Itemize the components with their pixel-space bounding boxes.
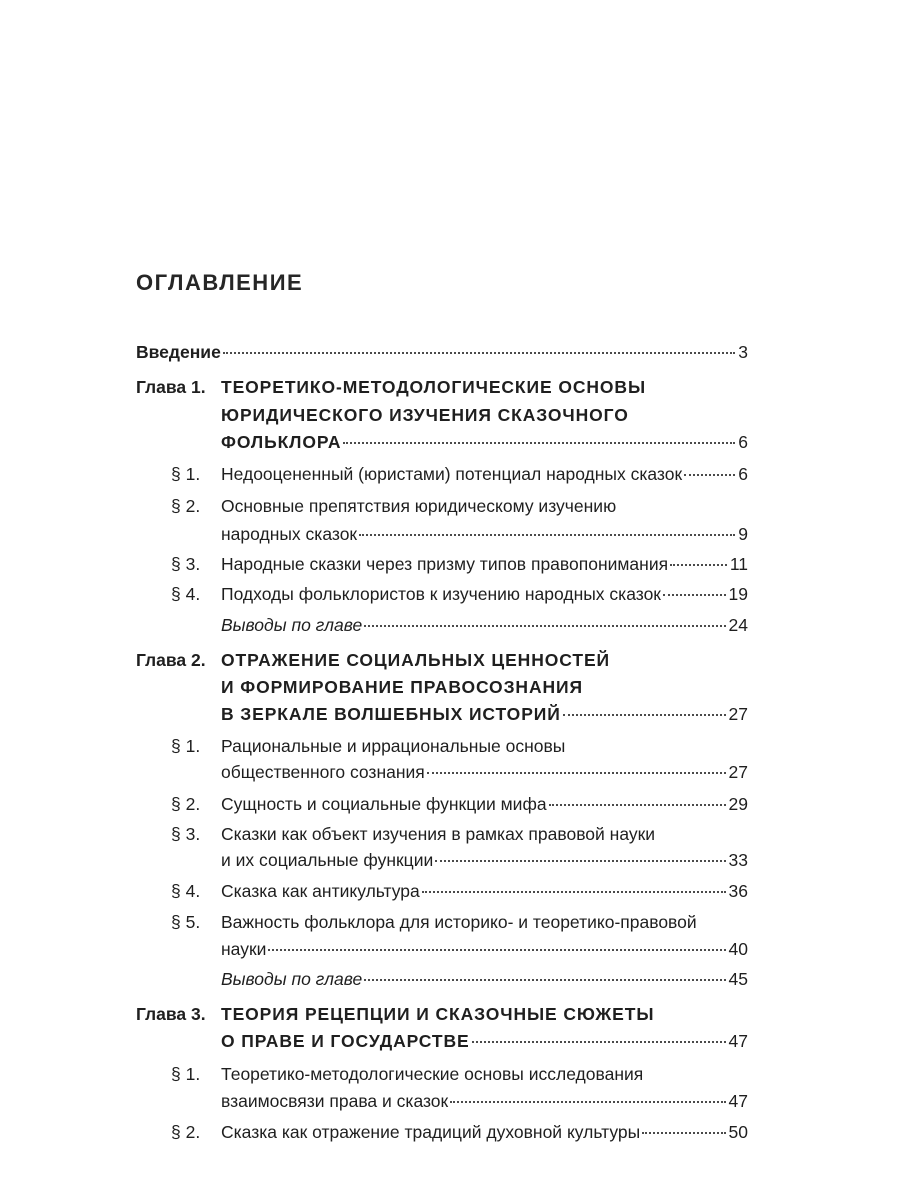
toc-entry-text: Недооцененный (юристами) потенциал народных сказок [221, 464, 683, 484]
toc-entry-conclusion[interactable] [221, 611, 748, 639]
dot-leader [435, 859, 725, 862]
toc-entry-text: науки [221, 939, 267, 959]
chapter-title-line: В ЗЕРКАЛЕ ВОЛШЕБНЫХ ИСТОРИЙ [221, 704, 561, 724]
toc-page-number: 45 [728, 969, 748, 989]
toc-title: ОГЛАВЛЕНИЕ [136, 270, 304, 295]
toc-entry-section[interactable] [221, 935, 748, 963]
toc-page-number: 3 [738, 342, 748, 362]
toc-entry-chapter-2[interactable] [221, 700, 748, 728]
toc-page-number: 27 [728, 704, 748, 724]
dot-leader [268, 948, 725, 951]
toc-page-number: 6 [738, 464, 748, 484]
chapter-title-line[interactable]: ЮРИДИЧЕСКОГО ИЗУЧЕНИЯ СКАЗОЧНОГО [221, 405, 629, 425]
section-number: § 2. [171, 496, 201, 516]
section-number: § 2. [171, 1122, 201, 1142]
dot-leader [364, 624, 725, 627]
toc-page-number: 47 [728, 1091, 748, 1111]
dot-leader [472, 1040, 726, 1043]
toc-entry-text[interactable]: Теоретико-методологические основы исследования [221, 1064, 644, 1084]
toc-entry-section[interactable] [221, 580, 748, 608]
toc-entry-section[interactable] [221, 1118, 748, 1146]
toc-entry-text: Сущность и социальные функции мифа [221, 794, 547, 814]
dot-leader [223, 351, 735, 354]
dot-leader [684, 473, 735, 476]
dot-leader [343, 441, 735, 444]
dot-leader [549, 803, 726, 806]
section-number: § 2. [171, 794, 201, 814]
toc-entry-text: Введение [136, 342, 221, 362]
dot-leader [663, 593, 726, 596]
toc-page-number: 9 [738, 524, 748, 544]
section-number: § 3. [171, 824, 201, 844]
toc-page-number: 6 [738, 432, 748, 452]
toc-entry-text: Сказка как отражение традиций духовной культуры [221, 1122, 641, 1142]
toc-entry-text[interactable]: Рациональные и иррациональные основы [221, 736, 566, 756]
toc-page-number: 29 [728, 794, 748, 814]
dot-leader [427, 771, 726, 774]
chapter-title-line[interactable]: ТЕОРИЯ РЕЦЕПЦИИ И СКАЗОЧНЫЕ СЮЖЕТЫ [221, 1004, 655, 1024]
section-number: § 3. [171, 554, 201, 574]
section-number: § 4. [171, 881, 201, 901]
toc-entry-section[interactable] [221, 460, 748, 488]
dot-leader [642, 1131, 725, 1134]
section-number: § 5. [171, 912, 201, 932]
chapter-label: Глава 1. [136, 377, 206, 397]
chapter-title-line[interactable]: И ФОРМИРОВАНИЕ ПРАВОСОЗНАНИЯ [221, 677, 584, 697]
toc-entry-section[interactable] [221, 846, 748, 874]
toc-entry-text: Сказка как антикультура [221, 881, 420, 901]
toc-entry-text[interactable]: Сказки как объект изучения в рамках правовой науки [221, 824, 656, 844]
toc-page-number: 11 [729, 554, 748, 574]
dot-leader [563, 713, 726, 716]
toc-entry-chapter-3[interactable] [221, 1027, 748, 1055]
chapter-label: Глава 2. [136, 650, 206, 670]
dot-leader [450, 1100, 725, 1103]
toc-page-number: 24 [728, 615, 748, 635]
toc-page-number: 50 [728, 1122, 748, 1142]
toc-entry-section[interactable] [221, 877, 748, 905]
dot-leader [359, 533, 735, 536]
section-number: § 1. [171, 1064, 201, 1084]
toc-page-number: 27 [728, 762, 748, 782]
toc-entry-text: взаимосвязи права и сказок [221, 1091, 449, 1111]
toc-entry-conclusion[interactable] [221, 965, 748, 993]
chapter-title-line: О ПРАВЕ И ГОСУДАРСТВЕ [221, 1031, 470, 1051]
dot-leader [364, 978, 725, 981]
chapter-title-line[interactable]: ОТРАЖЕНИЕ СОЦИАЛЬНЫХ ЦЕННОСТЕЙ [221, 650, 610, 670]
chapter-title-line: ФОЛЬКЛОРА [221, 432, 342, 452]
toc-page-number: 40 [728, 939, 748, 959]
toc-entry-text: Выводы по главе [221, 615, 363, 635]
section-number: § 1. [171, 736, 201, 756]
toc-page-number: 19 [728, 584, 748, 604]
chapter-title-line[interactable]: ТЕОРЕТИКО-МЕТОДОЛОГИЧЕСКИЕ ОСНОВЫ [221, 377, 646, 397]
toc-entry-chapter-1[interactable] [221, 428, 748, 456]
section-number: § 1. [171, 464, 201, 484]
chapter-label: Глава 3. [136, 1004, 206, 1024]
dot-leader [670, 563, 727, 566]
toc-entry-text: Подходы фольклористов к изучению народных сказок [221, 584, 661, 604]
toc-page-number: 36 [728, 881, 748, 901]
section-number: § 4. [171, 584, 201, 604]
toc-page-number: 47 [728, 1031, 748, 1051]
toc-entry-text[interactable]: Основные препятствия юридическому изучению [221, 496, 617, 516]
toc-entry-text[interactable]: Важность фольклора для историко- и теоретико-правовой [221, 912, 697, 932]
toc-entry-section[interactable] [221, 1087, 748, 1115]
toc-entry-text: Народные сказки через призму типов правопонимания [221, 554, 669, 574]
toc-entry-intro[interactable] [136, 338, 748, 366]
toc-entry-text: народных сказок [221, 524, 358, 544]
toc-entry-section[interactable] [221, 520, 748, 548]
toc-entry-section[interactable] [221, 790, 748, 818]
toc-entry-section[interactable] [221, 758, 748, 786]
dot-leader [422, 890, 726, 893]
toc-entry-text: и их социальные функции [221, 850, 434, 870]
toc-page-number: 33 [728, 850, 748, 870]
toc-entry-text: общественного сознания [221, 762, 425, 782]
toc-entry-text: Выводы по главе [221, 969, 363, 989]
toc-entry-section[interactable] [221, 550, 748, 578]
